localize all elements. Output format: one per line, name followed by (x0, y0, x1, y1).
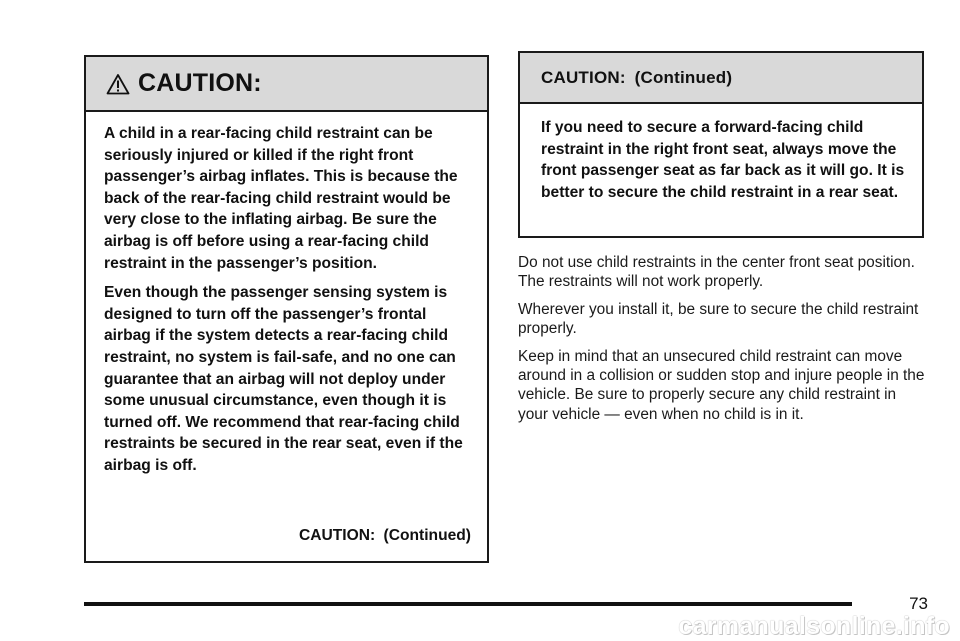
caution-box-right (518, 51, 924, 238)
caution-continued-label: CAUTION: (Continued) (298, 527, 471, 544)
footer-rule (84, 602, 852, 606)
body-paragraph: Do not use child restraints in the center front seat position. The restraints will not work properly. (518, 254, 915, 291)
watermark-text: carmanualsonline.info (678, 612, 950, 640)
caution-body (520, 104, 922, 203)
caution-title: CAUTION: (138, 69, 262, 97)
caution-paragraph: A child in a rear-facing child restraint can be seriously injured or killed if the right front passenger’s airbag inflates. This is because the back of the rear-facing child restraint would be very close to the inflating airbag. Be sure the airbag is off before using a rear-facing child restraint in the passenger’s position. (104, 125, 458, 272)
caution-paragraph: Even though the passenger sensing system is designed to turn off the passenger’s frontal airbag if the system detects a rear-facing child restraint, no system is fail-safe, and no one can guarantee that an airbag will not deploy under some unusual circumstance, even though it is turned off. We recommend that rear-facing child restraints be secured in the rear seat, even if the airbag is off. (104, 284, 463, 474)
caution-title-continued: CAUTION: (Continued) (541, 67, 733, 87)
caution-box-left (84, 55, 489, 563)
page-number: 73 (909, 594, 928, 613)
caution-body (86, 112, 487, 477)
body-paragraph: Keep in mind that an unsecured child restraint can move around in a collision or sudden stop and injure people in the vehicle. Be sure to properly secure any child restraint in your vehicle — even when no child is in it. (518, 347, 925, 423)
caution-header (86, 57, 487, 112)
caution-paragraph: If you need to secure a forward-facing child restraint in the right front seat, always move the front passenger seat as far back as it will go. It is better to secure the child restraint in a rear seat. (541, 119, 905, 201)
body-text (518, 253, 928, 432)
body-paragraph: Wherever you install it, be sure to secure the child restraint properly. (518, 300, 919, 338)
caution-header-continued (520, 53, 922, 104)
warning-triangle-icon (106, 73, 130, 95)
